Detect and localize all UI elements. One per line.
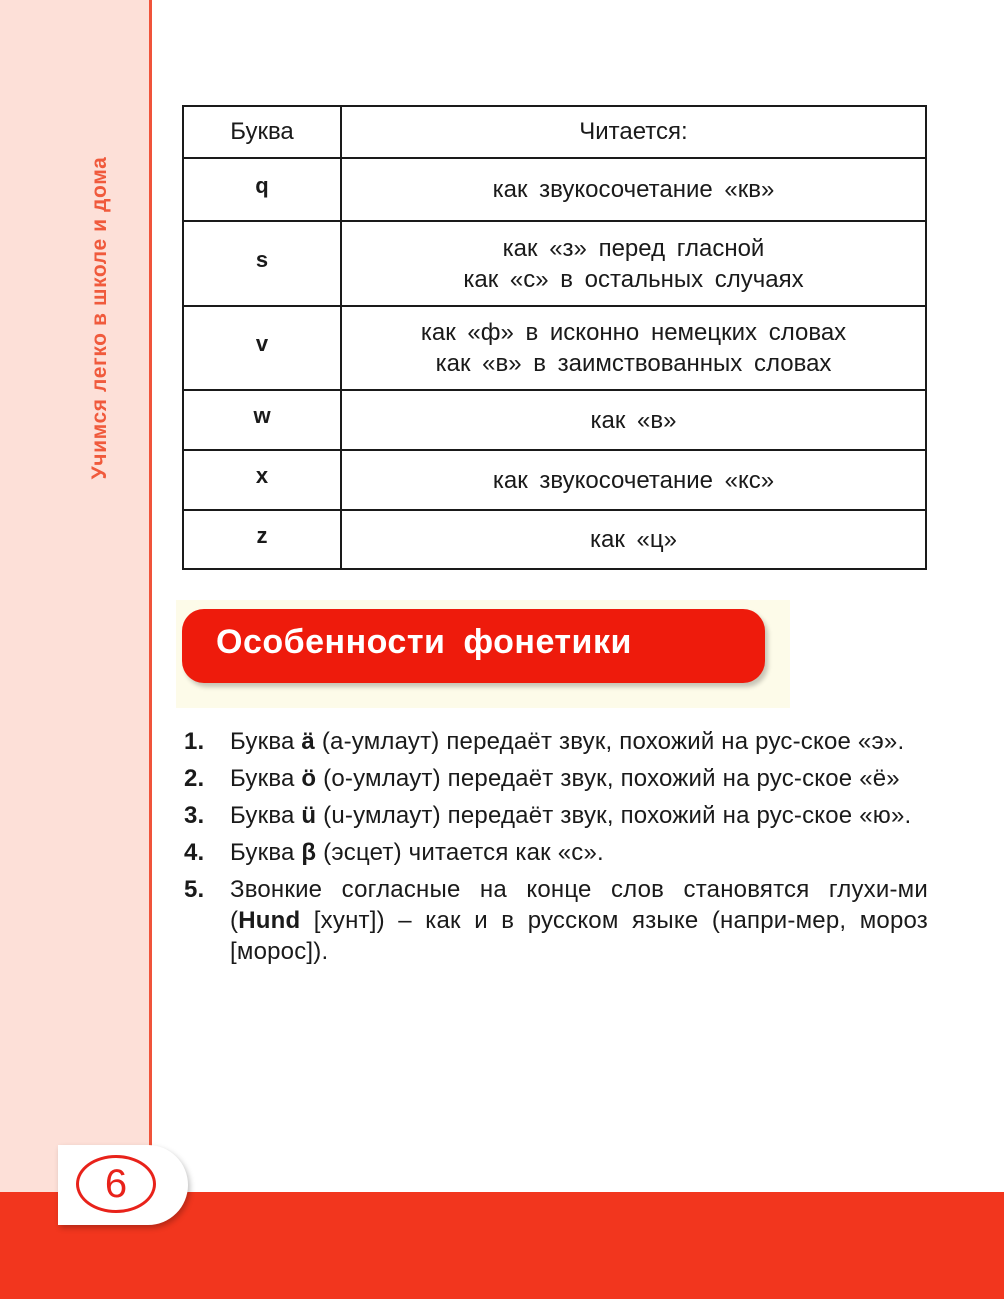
- list-text: Буква: [230, 802, 302, 829]
- reading-cell: [341, 450, 926, 510]
- table-row: [183, 158, 926, 221]
- reading-line: как «з» перед гласной: [502, 234, 765, 262]
- reading-cell: [341, 221, 926, 306]
- reading-cell: [341, 306, 926, 390]
- section-title: Особенности фонетики: [216, 623, 632, 661]
- reading-line: как «с» в остальных случаях: [463, 265, 804, 293]
- list-item: [180, 726, 928, 757]
- list-bold-term: Hund: [238, 907, 301, 934]
- list-text: Буква: [230, 765, 302, 792]
- list-item: [180, 763, 928, 794]
- list-text: Звонкие согласные на конце слов становятся глухи-ми (: [230, 876, 928, 934]
- reading-cell: [341, 390, 926, 450]
- letter-cell: q: [183, 158, 341, 221]
- reading-cell: [341, 158, 926, 221]
- list-item: [180, 800, 928, 831]
- list-number: 4.: [184, 839, 205, 866]
- letters-table: [182, 105, 927, 570]
- letter-cell: w: [183, 390, 341, 450]
- list-number: 2.: [184, 765, 205, 792]
- table-header-row: [183, 106, 926, 158]
- reading-line: как «ф» в исконно немецких словах: [420, 319, 847, 346]
- list-bold-term: ü: [301, 802, 317, 829]
- reading-line: как звукосочетание «кс»: [492, 466, 775, 494]
- column-header-reading: Читается:: [341, 106, 926, 158]
- list-number: 3.: [184, 802, 205, 829]
- letter-cell: s: [183, 221, 341, 306]
- list-item: [180, 837, 928, 868]
- sidebar-title: Учимся легко в школе и дома: [88, 156, 111, 480]
- letter-cell: x: [183, 450, 341, 510]
- reading-line: как «в» в заимствованных словах: [435, 350, 832, 377]
- table-row: [183, 390, 926, 450]
- list-text: (эсцет) читается как «с».: [316, 839, 604, 866]
- phonetics-list: [180, 726, 928, 973]
- list-text: (u-умлаут) передаёт звук, похожий на рус-ское «ю».: [316, 802, 912, 829]
- list-text: (а-умлаут) передаёт звук, похожий на рус-ское «э».: [314, 728, 905, 755]
- list-text: [хунт]) – как и в русском языке (напри-мер, мороз [морос]).: [230, 907, 928, 965]
- reading-line: как звукосочетание «кв»: [492, 176, 775, 203]
- page-number: 6: [104, 1162, 128, 1206]
- list-bold-term: β: [301, 839, 317, 866]
- list-text: (о-умлаут) передаёт звук, похожий на рус-ское «ё»: [316, 765, 900, 792]
- table-row: [183, 450, 926, 510]
- table-row: [183, 510, 926, 569]
- section-banner: [182, 609, 765, 683]
- reading-line: как «в»: [590, 406, 677, 434]
- list-bold-term: ö: [301, 765, 317, 792]
- list-number: 5.: [184, 876, 205, 903]
- letter-cell: v: [183, 306, 341, 390]
- sidebar: [0, 0, 152, 1299]
- list-text: Буква: [230, 728, 302, 755]
- list-item: [180, 874, 928, 967]
- column-header-letter: Буква: [183, 106, 341, 158]
- list-bold-term: ä: [301, 728, 315, 755]
- list-number: 1.: [184, 728, 205, 755]
- letter-cell: z: [183, 510, 341, 569]
- reading-line: как «ц»: [590, 526, 677, 553]
- reading-cell: [341, 510, 926, 569]
- table-row: [183, 221, 926, 306]
- table-row: [183, 306, 926, 390]
- list-text: Буква: [230, 839, 302, 866]
